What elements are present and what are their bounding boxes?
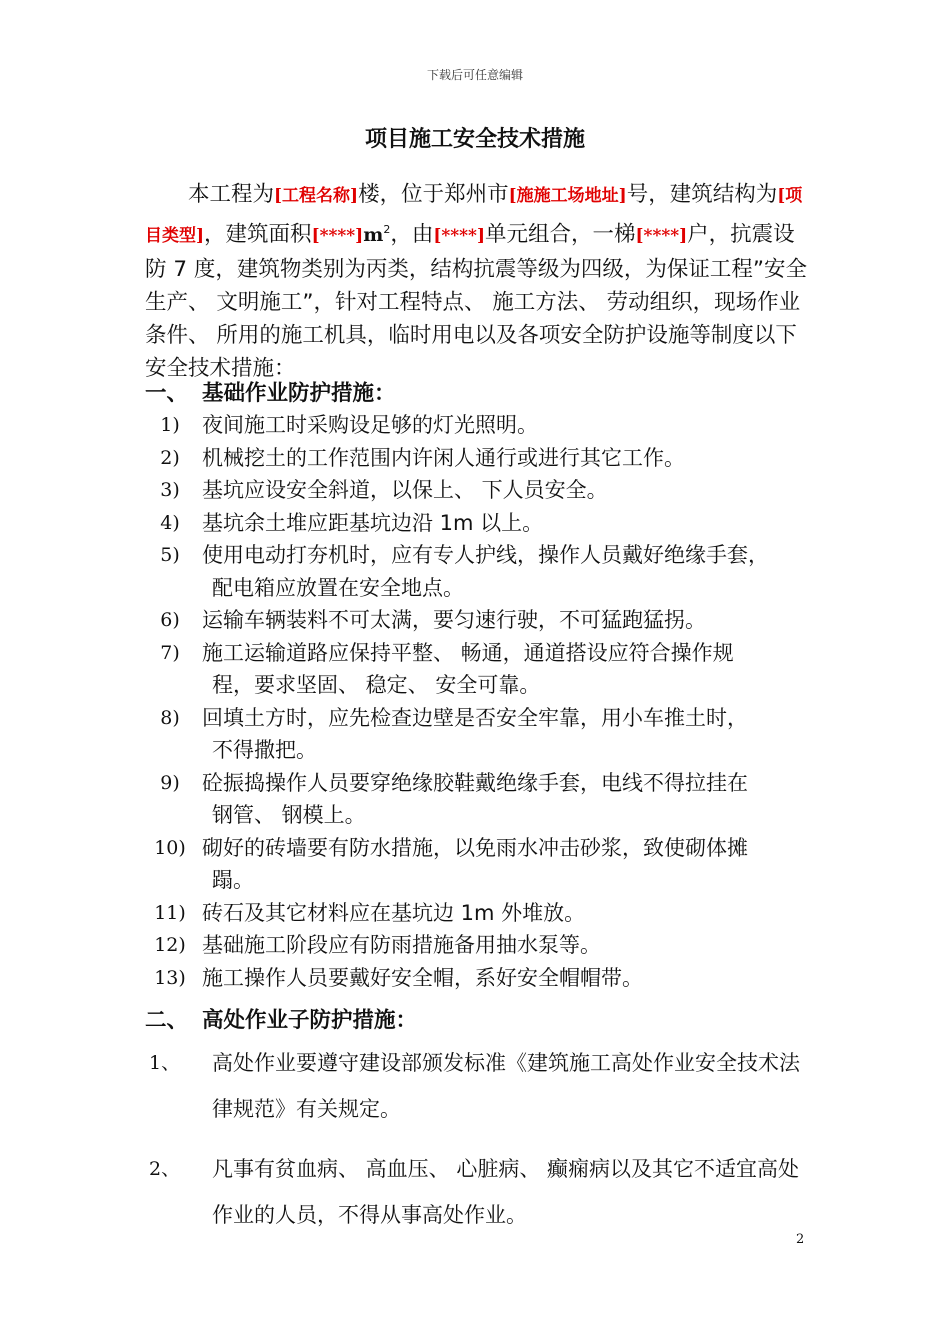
intro-text-4: ，建筑面积 (204, 222, 312, 248)
intro-text-1: 本工程为 (188, 182, 275, 207)
list-item-number: 1、 (149, 1052, 181, 1074)
list-item (145, 539, 820, 604)
list-item-text: 施工操作人员要戴好安全帽，系好安全帽帽带。 (202, 965, 643, 990)
section-2-title: 高处作业子防护措施： (202, 1008, 418, 1033)
list-item-text-continued: 程，要求坚固、 稳定、 安全可靠。 (212, 673, 541, 697)
list-item (145, 929, 820, 962)
list-item-text-continued: 宜高处作业的人员，不得从事高处作业。 (212, 1157, 800, 1227)
list-item-number: 2) (160, 446, 180, 469)
intro-paragraph (145, 178, 815, 385)
list-item-text: 使用电动打夯机时，应有专人护线，操作人员戴好绝缘手套， (202, 543, 769, 567)
page-number: 2 (796, 1232, 805, 1247)
intro-text-7: 户，抗震设防 7 度，建筑物类别为丙类，结构抗震等级为四级，为保证工程”安全生产、 文明施工”，针对工程特点、 施工方法、 劳动组织，现场作业条件、 所用的施工机具，临时用电以及各项安全防护设施等制度以下安全技术措施： (145, 222, 807, 382)
list-item-number: 4) (160, 511, 180, 534)
list-item-text: 基础施工阶段应有防雨措施备用抽水泵等。 (202, 933, 601, 957)
list-item-text-continued: 钢管、 钢模上。 (212, 803, 366, 827)
placeholder-households: [****] (635, 226, 688, 247)
section-1-number: 一、 (145, 381, 189, 406)
list-item (145, 637, 820, 702)
list-item-number: 12) (154, 934, 186, 956)
list-item-number: 3) (160, 479, 180, 501)
list-item-text-continued: 蹋。 (212, 868, 254, 892)
area-unit-superscript: 2 (383, 223, 391, 236)
list-item-number: 11) (154, 901, 186, 924)
section-2-list (145, 1040, 820, 1252)
intro-text-3: 号，建筑结构为 (626, 182, 778, 207)
list-item-text: 凡事有贫血病、 高血压、 心脏病、 癫痫病以及其它不适 (212, 1157, 737, 1181)
section-1-title: 基础作业防护措施： (202, 381, 396, 406)
list-item-text: 基坑应设安全斜道，以保上、 下人员安全。 (202, 478, 608, 502)
section-1-list (145, 409, 820, 994)
list-item-text: 运输车辆装料不可太满，要匀速行驶，不可猛跑猛拐。 (202, 608, 706, 632)
section-2-heading (145, 1003, 417, 1034)
list-item-text: 机械挖土的工作范围内许闲人通行或进行其它工作。 (202, 445, 685, 470)
list-item-number: 7) (160, 641, 180, 664)
list-item-number: 6) (160, 609, 180, 631)
intro-text-6: 单元组合，一梯 (485, 222, 636, 248)
list-item-number: 1) (160, 414, 180, 436)
area-unit: m (363, 224, 384, 247)
list-item (145, 507, 820, 540)
list-item (145, 767, 820, 832)
list-item-text-continued: 不得撒把。 (212, 738, 317, 762)
list-item (145, 1040, 820, 1132)
list-item (145, 604, 820, 637)
list-item-text: 基坑余土堆应距基坑边沿 1m 以上。 (202, 510, 544, 535)
list-item-number: 8) (160, 706, 180, 729)
list-item-number: 5) (160, 544, 180, 566)
placeholder-area: [****] (311, 226, 364, 247)
document-title: 项目施工安全技术措施 (364, 127, 585, 152)
list-item-number: 2、 (149, 1158, 181, 1180)
placeholder-units: [****] (433, 226, 485, 247)
list-item-number: 9) (160, 771, 180, 794)
placeholder-site-address: [施施工场地址] (508, 186, 627, 206)
list-item-text: 砌好的砖墙要有防水措施，以免雨水冲击砂浆，致使砌体摊 (202, 835, 748, 860)
list-item (145, 409, 820, 442)
list-item (145, 1146, 820, 1238)
list-item (145, 962, 820, 995)
list-item-text: 施工运输道路应保持平整、 畅通，通道搭设应符合操作规 (202, 640, 734, 665)
list-item (145, 832, 820, 897)
list-item-text-continued: 配电箱应放置在安全地点。 (212, 575, 464, 600)
list-item-text-continued: 技术法律规范》有关规定。 (212, 1051, 800, 1121)
intro-text-2: 楼，位于郑州市 (358, 182, 509, 207)
list-item-text: 回填土方时，应先检查边壁是否安全牢靠，用小车推土时， (202, 705, 748, 730)
list-item-text: 砖石及其它材料应在基坑边 1m 外堆放。 (202, 900, 586, 925)
list-item (145, 702, 820, 767)
section-2-number: 二、 (145, 1008, 189, 1033)
list-item (145, 897, 820, 930)
list-item-text: 砼振捣操作人员要穿绝缘胶鞋戴绝缘手套，电线不得拉挂在 (202, 770, 748, 795)
page-header: 下载后可任意编辑 (426, 68, 523, 82)
placeholder-project-name: [工程名称] (274, 186, 359, 206)
list-item-number: 10) (154, 836, 186, 859)
list-item (145, 442, 820, 475)
intro-text-5: ，由 (390, 222, 434, 248)
placeholder-project-type: [项目类型] (145, 186, 803, 247)
list-item (145, 474, 820, 507)
list-item-text: 夜间施工时采购设足够的灯光照明。 (202, 413, 538, 437)
list-item-text: 高处作业要遵守建设部颁发标准《建筑施工高处作业安全 (212, 1051, 737, 1075)
list-item-number: 13) (154, 966, 186, 989)
section-1-heading (145, 376, 396, 407)
